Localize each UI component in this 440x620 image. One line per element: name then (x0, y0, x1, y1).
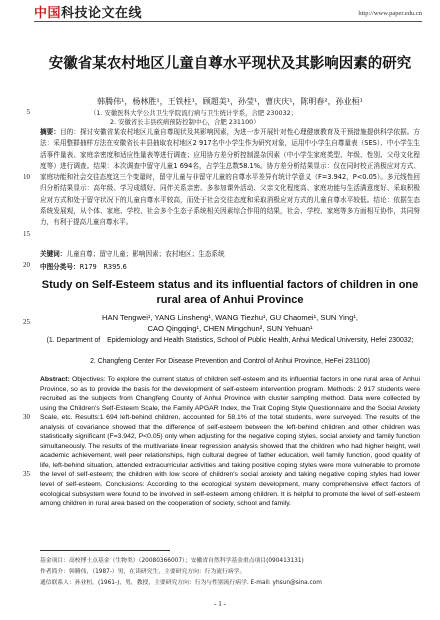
abstract-zh-text: 目的：探讨安徽省某农村地区儿童自尊现状及其影响因素，为进一步开展针对性心理健康教育及干预措施提供科学依据。方法：采用整群抽样方法在安徽省长丰县抽取农村地区2 917名中小学生作为研究对象，运用中小学生自尊量表（SES）、中小学生生活事件量表、家庭亲密度和适应性量表等进行调查；应用协方差分析控制混杂因素（中小学生家庭类型、年级、性别、父母文化程度等）进行调查。结果：本次调查中留守儿童1 694名，占学生总数58.1%。协方差分析结果显示：仅在同时校正消极应对方式、家庭功能和社会交往态度这三个变量时，留守儿童与非留守儿童的自尊水平差异有统计学意义（F=3.942，P<0.05）。多元线性回归分析结果显示：高年级、学习成绩好、同伴关系亲密、多参加课外活动、父亲文化程度高、家庭功能与生活满意度好、采取积极应对方式和处于留守状况下的儿童自尊水平较高，而处于社会交往态度和采取消极应对方式的儿童自尊水平较低。结论：依据生态系统发展观，从个体、家庭、学校、社会多个生态子系统相关因素综合作用的结果，社会、学校、家庭等多方面相互协作，共同努力，有利于提高儿童自尊水平。 (40, 128, 421, 227)
line-number: 25 (23, 318, 30, 326)
line-number: 15 (23, 230, 30, 238)
abstract-en-label: Abstract: (40, 376, 70, 383)
footnote-correspondence: 通信联系人：孙业桓，(1961-)，男，教授，主要研究方向：行为与性别流行病学. E-mail: yhsun@sina.com (40, 580, 322, 586)
abstract-en (40, 375, 420, 509)
abstract-zh-label: 摘要： (40, 128, 61, 136)
logo-part1: 中国 (34, 5, 62, 21)
affiliation-zh-1: （1. 安徽医科大学公共卫生学院流行病与卫生统计学系，合肥 230032； (90, 109, 298, 117)
clc-text: R179 R395.6 (79, 263, 127, 271)
footnote-funding: 基金项目：高校博士点基金（生物类）（20080366007）；安徽省自然科学基金重点项目(090413131) (40, 558, 304, 564)
abstract-zh (40, 127, 420, 229)
line-number: 10 (23, 173, 30, 181)
line-number: 5 (26, 108, 30, 116)
header-divider (34, 21, 422, 22)
page-title-en: Study on Self-Esteem status and its influential factors of children in one rural area of Anhui Province (41, 279, 419, 306)
line-number: 30 (23, 413, 30, 421)
abstract-en-text: Objectives: To explore the current status of children self-esteem and its influential factors in one rural area of Anhui Province, so as to provide the basis for the development of self-esteem intervention program. Methods: 2 917 students were recruited as the subjects from Changfeng County of Anhui Province with cluster sampling method. Data were collected by using the Children's Self-Esteem Scale, the Family APGAR Index, the Trait Coping Style Questionnaire and the Social Anxiety Scale, etc. Results:1 694 left-behind children, accounted for 58.1% of the total students, were surveyed. The results of the analysis of covariance showed that the difference of self-esteem between the left-behind children and other children was statistically significant (F=3.942, P<0.05) only when adjusting for the negative coping styles, social anxiety and family function simultaneously. The results of the multivariate linear regression analysis showed that the children who had higher height, well academic achievement, well peer relationships, high cultural degree of father education, well family function, good quality of life, left-behind situation, attended extracurricular activities and taking positive coping styles were more vulnerable to promote the level of self-esteem; the children with low score of children's social anxiety and taking negative coping styles had lower level of self-esteem. Conclusions: According to the ecological system development, many comprehensive effect factors of ecological subsystem were found to be involved in self-esteem among children. It is helpful to promote the level of self-esteem among children in rural area based on the cooperation of society, school and family. (40, 376, 421, 508)
affiliation-zh-2: 2. 安徽省长丰县疾病预防控制中心，合肥 231100） (110, 118, 260, 126)
affiliation-en-1: (1. Department of Epidemiology and Health Statistics, School of Public Health, Anhui Medical University, Hefei 230032; (46, 337, 414, 344)
site-logo (34, 2, 142, 20)
keywords-zh (40, 248, 420, 258)
authors-en (40, 313, 420, 334)
page-title-zh: 安徽省某农村地区儿童自尊水平现状及其影响因素的研究 (48, 56, 412, 72)
footnote-author-bio: 作者简介：韩腾伟，（1987-）男，在读研究生，主要研究方向：行为流行病学。 (40, 569, 246, 575)
logo-part2: 科技论文在线 (61, 5, 143, 21)
clc-number (40, 261, 420, 271)
footnote-divider (40, 550, 170, 551)
affiliation-en-2: 2. Changfeng Center For Disease Prevention and Control of Anhui Province, HeFei 231100) (90, 358, 370, 365)
line-number: 35 (23, 470, 30, 478)
keywords-zh-label: 关键词： (40, 250, 67, 258)
line-number: 20 (23, 261, 30, 269)
authors-zh: 韩腾伟¹，杨林胜¹，王铁柱¹，顾超美¹，孙莹¹，曹庆庆¹，陈明春²，孙业桓¹ (97, 97, 363, 106)
page-number: - 1 - (214, 600, 226, 608)
keywords-zh-text: 儿童自尊；留守儿童；影响因素；农村地区；生态系统 (66, 250, 225, 258)
header-url[interactable]: http://www.paper.edu.cn (358, 10, 422, 17)
authors-en-line-1: HAN Tengwei¹, YANG Linsheng¹, WANG Tiezhu¹, GU Chaomei¹, SUN Ying¹, (102, 313, 358, 322)
authors-en-line-2: CAO Qingqing¹, CHEN Mingchun², SUN Yehuan¹ (147, 323, 313, 333)
clc-label: 中图分类号： (40, 263, 80, 271)
